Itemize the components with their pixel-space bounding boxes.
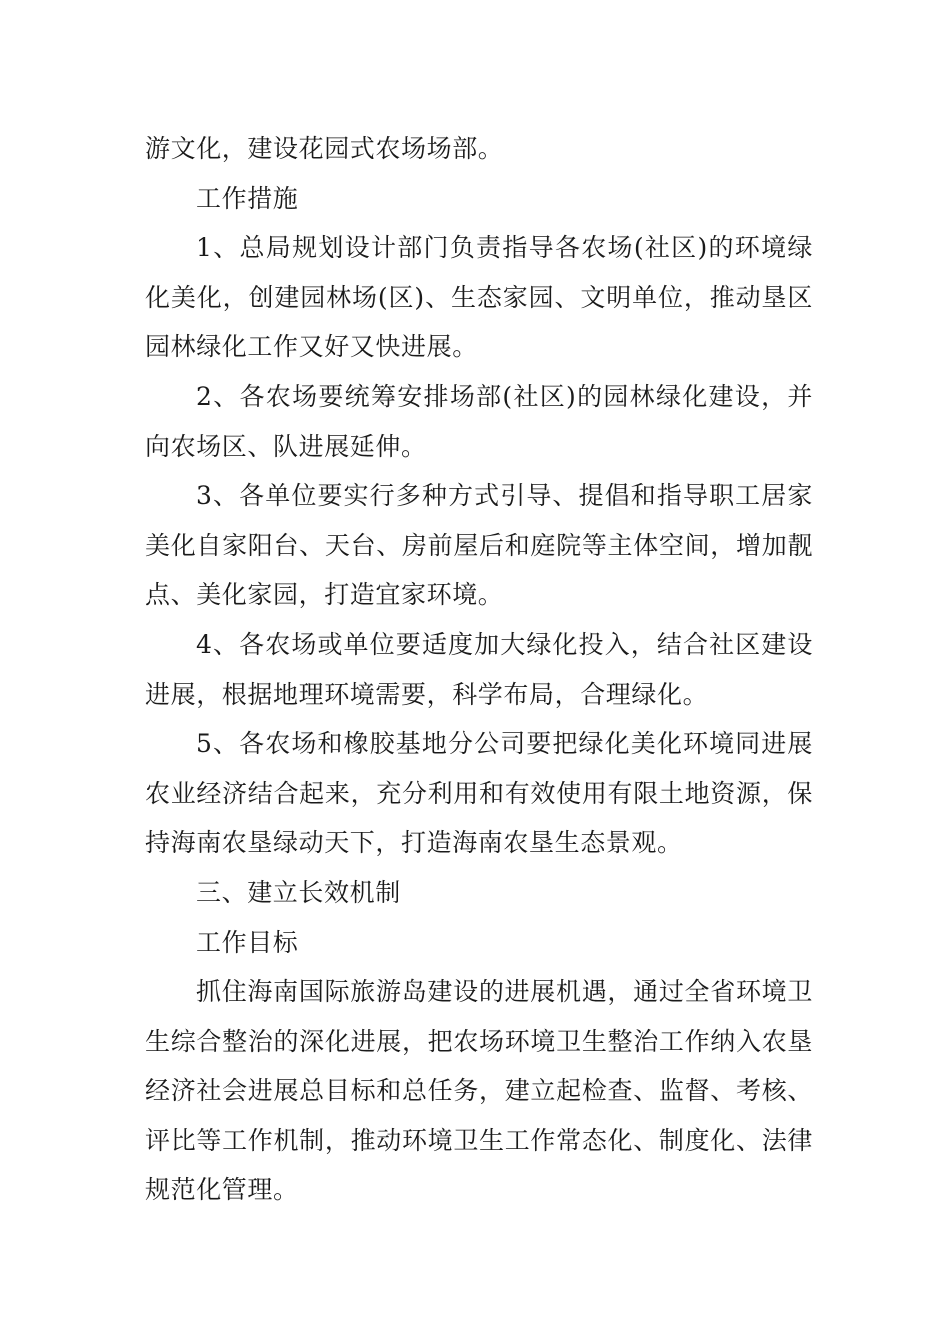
document-body	[145, 124, 813, 1215]
paragraph-continuation: 游文化，建设花园式农场场部。	[145, 134, 504, 163]
paragraph-measure-5: 5、各农场和橡胶基地分公司要把绿化美化环境同进展农业经济结合起来，充分利用和有效使用有限土地资源，保持海南农垦绿动天下，打造海南农垦生态景观。	[145, 729, 813, 858]
paragraph-goals: 抓住海南国际旅游岛建设的进展机遇，通过全省环境卫生综合整治的深化进展，把农场环境卫生整治工作纳入农垦经济社会进展总目标和总任务，建立起检查、监督、考核、评比等工作机制，推动环境卫生工作常态化、制度化、法律规范化管理。	[145, 977, 813, 1205]
paragraph-measure-4: 4、各农场或单位要适度加大绿化投入，结合社区建设进展，根据地理环境需要，科学布局，合理绿化。	[145, 629, 813, 709]
paragraph-measure-1: 1、总局规划设计部门负责指导各农场(社区)的环境绿化美化，创建园林场(区)、生态家园、文明单位，推动垦区园林绿化工作又好又快进展。	[145, 233, 813, 362]
paragraph-measure-3: 3、各单位要实行多种方式引导、提倡和指导职工居家美化自家阳台、天台、房前屋后和庭院等主体空间，增加靓点、美化家园，打造宜家环境。	[145, 481, 813, 610]
paragraph-measure-2: 2、各农场要统筹安排场部(社区)的园林绿化建设，并向农场区、队进展延伸。	[145, 381, 813, 461]
heading-work-measures: 工作措施	[196, 183, 299, 213]
section-heading-long-term-mechanism: 三、建立长效机制	[196, 877, 401, 907]
heading-work-goals: 工作目标	[196, 927, 299, 957]
